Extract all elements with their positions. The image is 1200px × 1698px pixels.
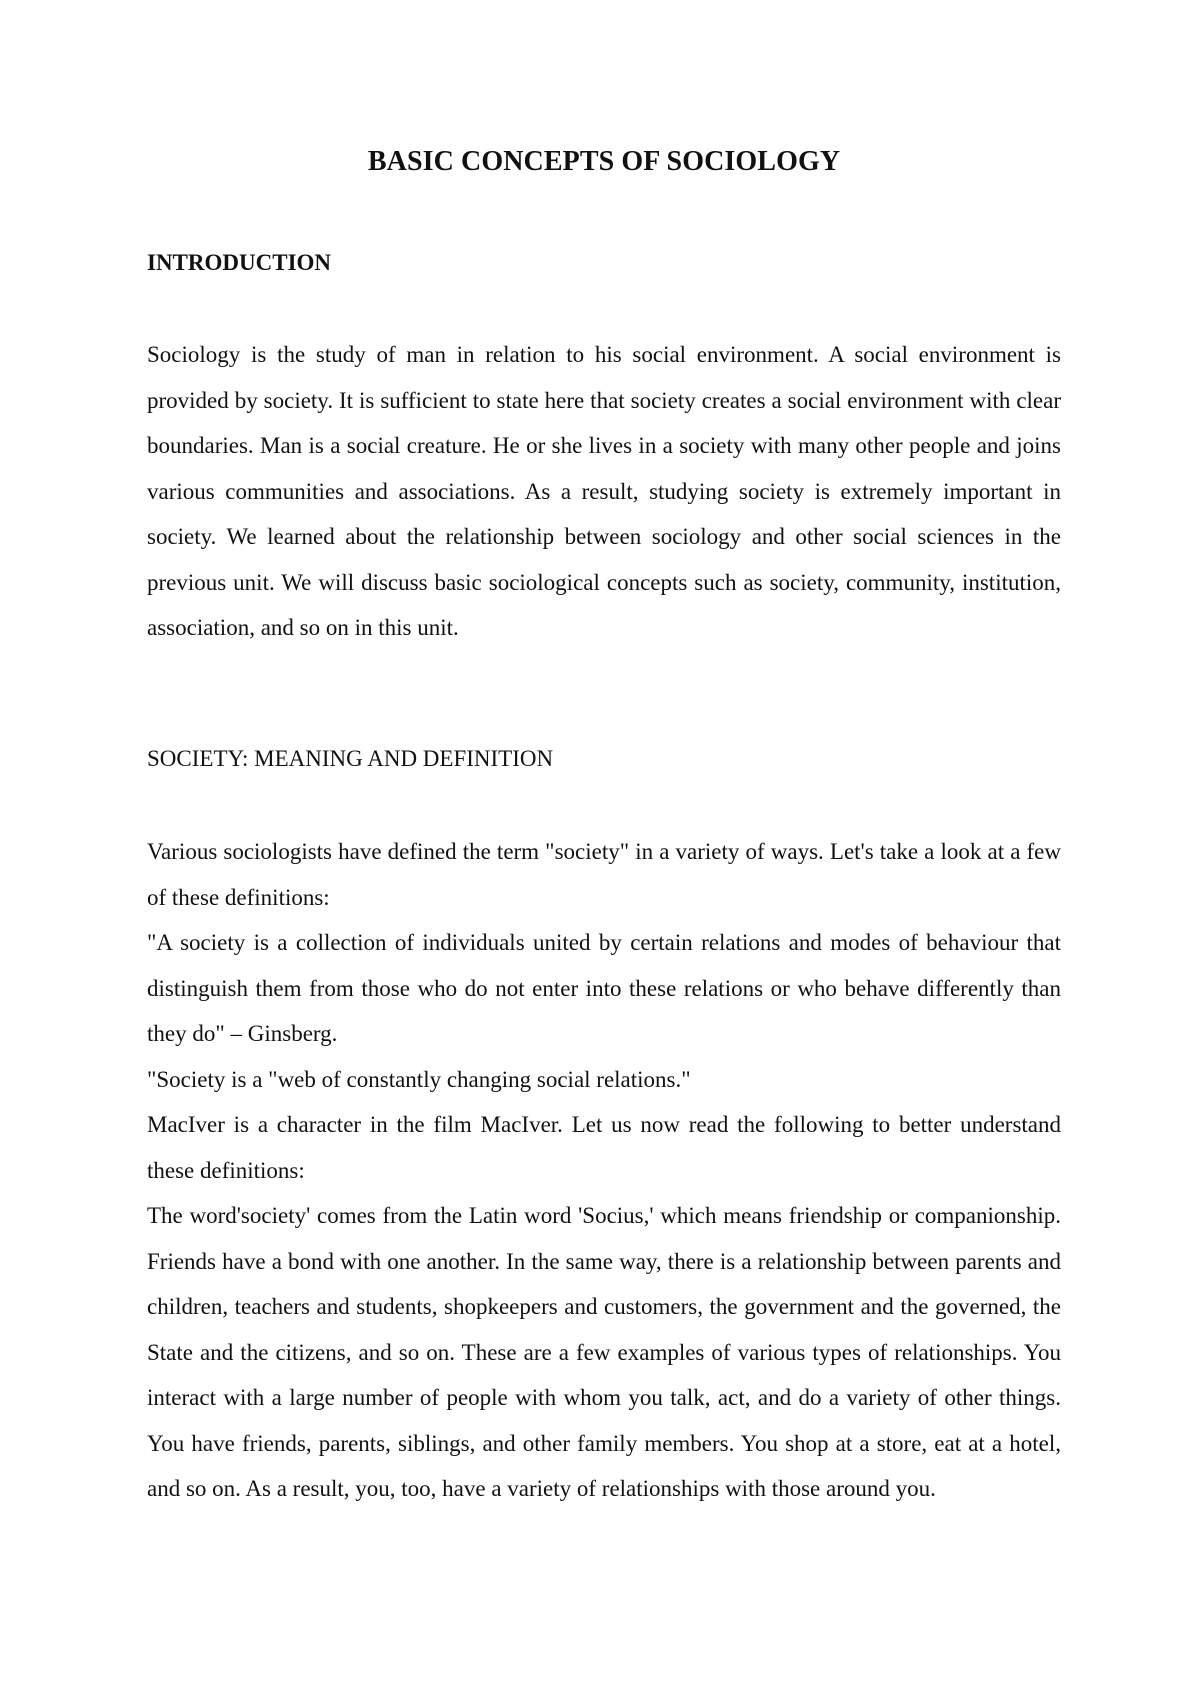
paragraph: The word'society' comes from the Latin word 'Socius,' which means friendship or companionship. Friends have a bond with one another. In the same way, there is a relationship between parents and children, teachers and students, shopkeepers and customers, the government and the governed, the State and the citizens, and so on. These are a few examples of various types of relationships. You interact with a large number of people with whom you talk, act, and do a variety of other things. You have friends, parents, siblings, and other family members. You shop at a store, eat at a hotel, and so on. As a result, you, too, have a variety of relationships with those around you. xyxy=(147,1203,1061,1501)
society-definition-body xyxy=(147,829,1061,1512)
paragraph: "Society is a "web of constantly changing social relations." xyxy=(147,1066,691,1092)
paragraph: "A society is a collection of individuals united by certain relations and modes of behaviour that distinguish them from those who do not enter into these relations or who behave differently than they do" – Ginsberg. xyxy=(147,930,1061,1046)
section-heading-society-definition: SOCIETY: MEANING AND DEFINITION xyxy=(147,746,554,771)
section-heading-introduction: INTRODUCTION xyxy=(147,250,332,275)
introduction-body xyxy=(147,332,1061,651)
paragraph: Sociology is the study of man in relation to his social environment. A social environment is provided by society. It is sufficient to state here that society creates a social environment with clear boundaries. Man is a social creature. He or she lives in a society with many other people and joins various communities and associations. As a result, studying society is extremely important in society. We learned about the relationship between sociology and other social sciences in the previous unit. We will discuss basic sociological concepts such as society, community, institution, association, and so on in this unit. xyxy=(147,342,1061,640)
paragraph: MacIver is a character in the film MacIver. Let us now read the following to better understand these definitions: xyxy=(147,1112,1061,1183)
document-title: BASIC CONCEPTS OF SOCIOLOGY xyxy=(367,146,841,177)
paragraph: Various sociologists have defined the term "society" in a variety of ways. Let's take a look at a few of these definitions: xyxy=(147,839,1061,910)
